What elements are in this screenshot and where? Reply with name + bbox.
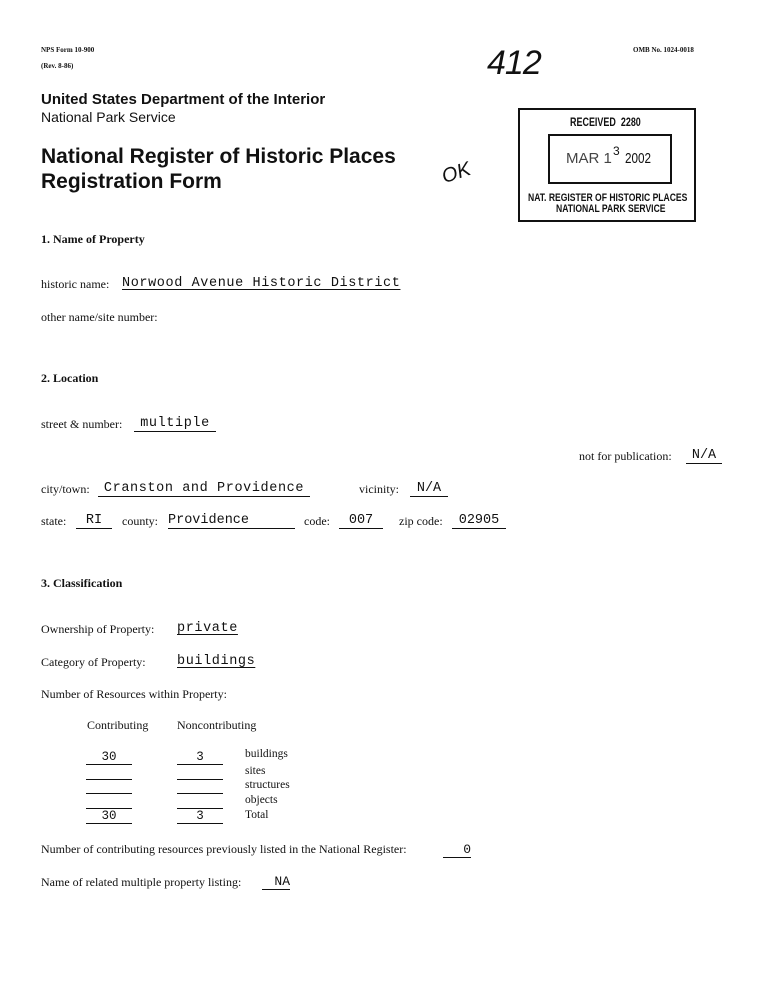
handwritten-initials: OK — [439, 158, 474, 188]
resource-type-total: Total — [245, 809, 269, 821]
not-for-publication-field[interactable]: N/A — [686, 448, 722, 464]
total-contributing-field[interactable]: 30 — [86, 809, 132, 824]
stamp-date-day: 3 — [613, 144, 620, 158]
handwritten-number: 412 — [487, 44, 541, 82]
form-title-line2: Registration Form — [41, 170, 222, 193]
resource-type-objects: objects — [245, 794, 278, 806]
buildings-noncontributing-field[interactable]: 3 — [177, 750, 223, 765]
sites-noncontributing-field[interactable] — [177, 765, 223, 780]
resource-type-buildings: buildings — [245, 748, 288, 760]
objects-noncontributing-field[interactable] — [177, 794, 223, 809]
omb-number: OMB No. 1024-0018 — [633, 46, 694, 54]
resources-label: Number of Resources within Property: — [41, 687, 227, 701]
category-label: Category of Property: — [41, 655, 146, 669]
vicinity-label: vicinity: — [359, 482, 399, 496]
previously-listed-field[interactable]: 0 — [443, 842, 471, 858]
county-label: county: — [122, 514, 158, 528]
ownership-label: Ownership of Property: — [41, 622, 155, 636]
section-location-heading: 2. Location — [41, 371, 99, 385]
department-name: United States Department of the Interior — [41, 91, 326, 108]
zip-code-field[interactable]: 02905 — [452, 513, 506, 529]
sites-contributing-field[interactable] — [86, 765, 132, 780]
noncontributing-column-header: Noncontributing — [177, 718, 257, 732]
section-classification-heading: 3. Classification — [41, 576, 123, 590]
form-number: NPS Form 10-900 — [41, 46, 95, 54]
buildings-contributing-field[interactable]: 30 — [86, 750, 132, 765]
zip-code-label: zip code: — [399, 514, 443, 528]
street-number-label: street & number: — [41, 417, 123, 431]
stamp-date-month: MAR 1 — [566, 150, 612, 167]
historic-name-label: historic name: — [41, 277, 110, 291]
section-name-of-property-heading: 1. Name of Property — [41, 232, 145, 246]
received-stamp — [518, 108, 696, 222]
vicinity-field[interactable]: N/A — [410, 481, 448, 497]
state-label: state: — [41, 514, 67, 528]
stamp-footer-line1: NAT. REGISTER OF HISTORIC PLACES — [528, 192, 688, 204]
code-label: code: — [304, 514, 330, 528]
form-title-line1: National Register of Historic Places — [41, 145, 396, 168]
related-listing-field[interactable]: NA — [262, 874, 290, 890]
stamp-received-number: 2280 — [620, 117, 641, 129]
stamp-date-box — [548, 134, 672, 184]
street-number-field[interactable]: multiple — [134, 416, 216, 432]
form-revision: (Rev. 8-86) — [41, 62, 74, 70]
state-field[interactable]: RI — [76, 513, 112, 529]
contributing-column-header: Contributing — [87, 718, 149, 732]
service-name: National Park Service — [41, 109, 176, 125]
county-field[interactable]: Providence — [168, 513, 295, 529]
total-noncontributing-field[interactable]: 3 — [177, 809, 223, 824]
objects-contributing-field[interactable] — [86, 794, 132, 809]
city-town-label: city/town: — [41, 482, 90, 496]
ownership-field[interactable]: private — [177, 621, 238, 636]
county-code-field[interactable]: 007 — [339, 513, 383, 529]
not-for-publication-label: not for publication: — [579, 449, 672, 463]
related-listing-label: Name of related multiple property listing: — [41, 875, 242, 889]
stamp-received-label: RECEIVED — [570, 117, 616, 129]
category-field[interactable]: buildings — [177, 654, 256, 669]
other-names-label: other name/site number: — [41, 310, 158, 324]
stamp-date-year: 2002 — [625, 150, 652, 167]
stamp-footer-line2: NATIONAL PARK SERVICE — [556, 203, 666, 215]
city-town-field[interactable]: Cranston and Providence — [98, 481, 310, 497]
resource-type-structures: structures — [245, 779, 290, 791]
structures-contributing-field[interactable] — [86, 779, 132, 794]
structures-noncontributing-field[interactable] — [177, 779, 223, 794]
previously-listed-label: Number of contributing resources previously listed in the National Register: — [41, 842, 407, 856]
resource-type-sites: sites — [245, 765, 266, 777]
historic-name-field[interactable]: Norwood Avenue Historic District — [122, 276, 401, 291]
